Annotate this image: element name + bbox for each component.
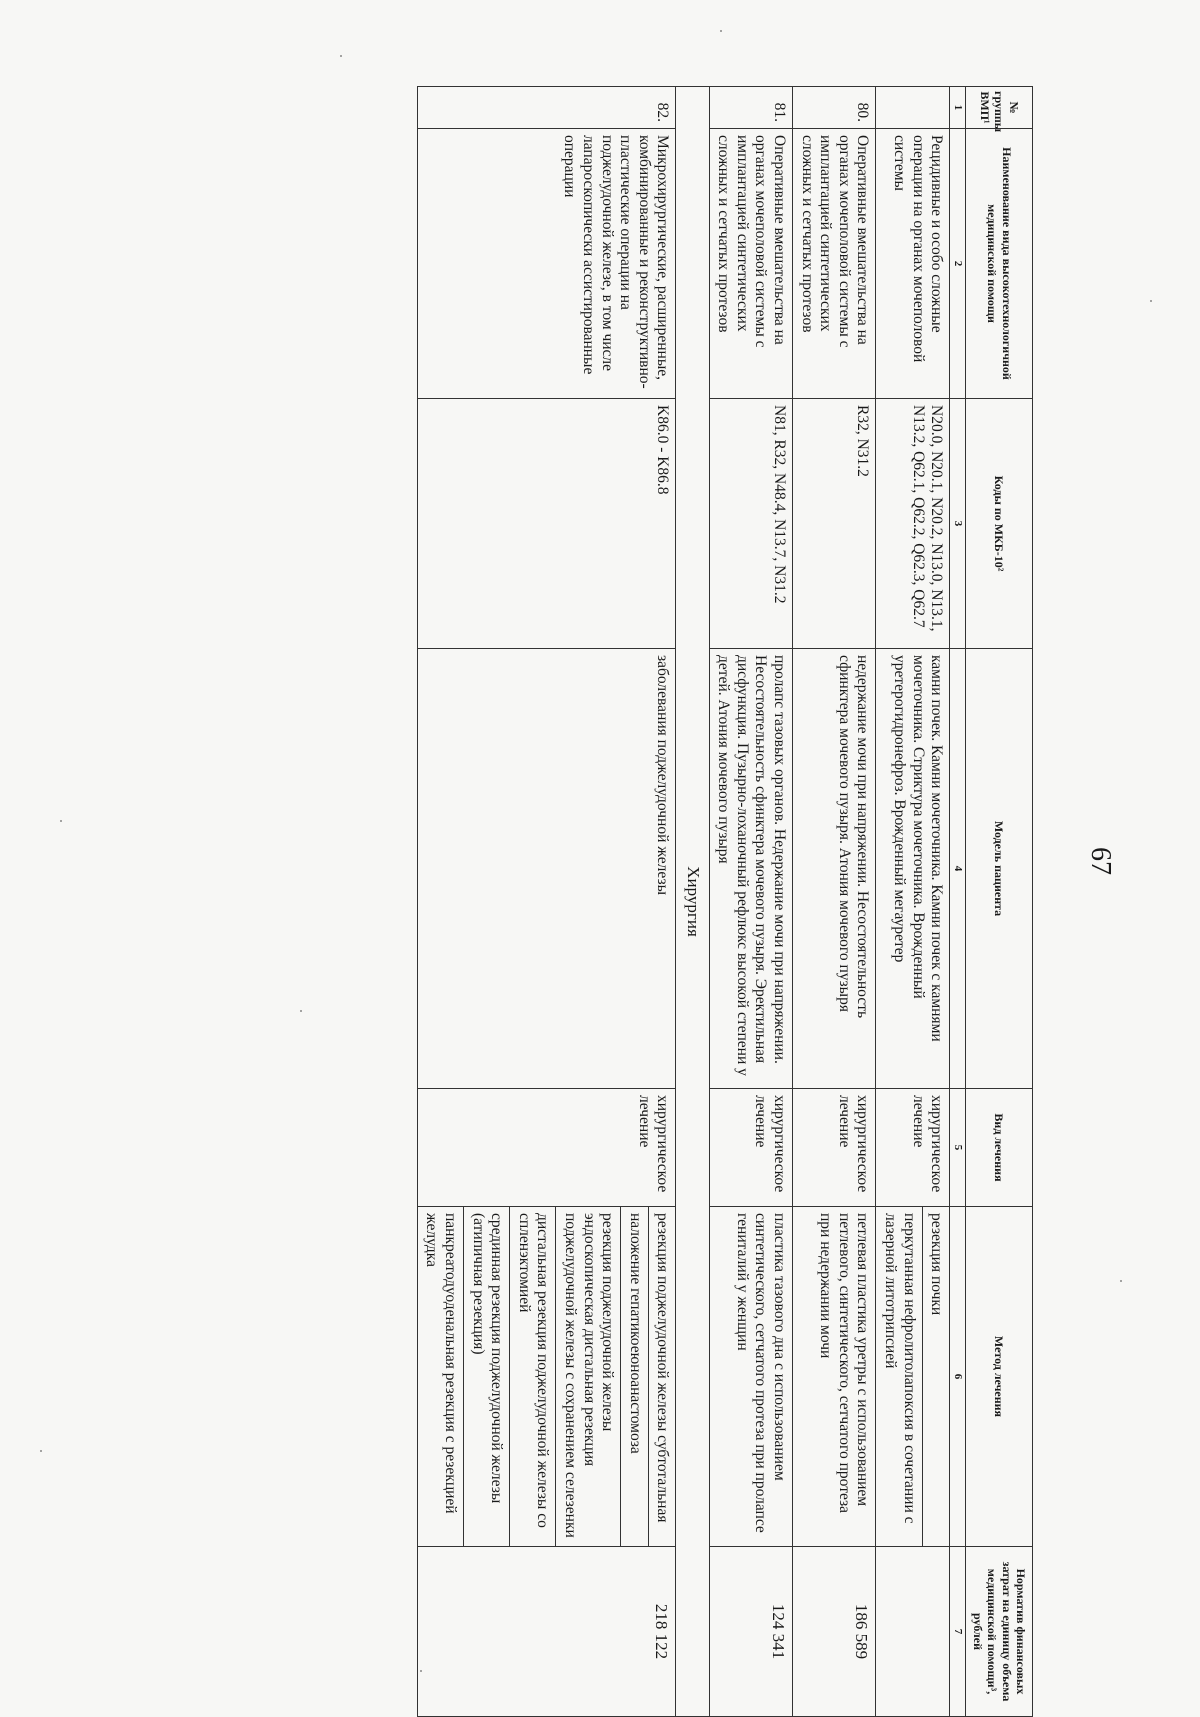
- vmp-type-cell: Оперативные вмешательства на органах мочеполовой системы с имплантацией синтетических сложных и сетчатых протезов: [793, 129, 876, 399]
- treatment-method-cell: петлевая пластика уретры с использованием петлевого, синтетического, сетчатого протеза при недержании мочи: [793, 1207, 876, 1547]
- treatment-method: дистальная резекция поджелудочной железы со спленэктомией: [509, 1207, 555, 1546]
- treatment-type-cell: хирургическое лечение: [793, 1089, 876, 1207]
- icd-codes-cell: R32, N31.2: [793, 399, 876, 649]
- treatment-method-cell: [417, 1207, 676, 1547]
- icd-codes-cell: K86.0 - K86.8: [417, 399, 676, 649]
- column-number: 4: [950, 649, 966, 1089]
- vmp-type-cell: Оперативные вмешательства на органах мочеполовой системы с имплантацией синтетических сложных и сетчатых протезов: [709, 129, 792, 399]
- table-row: [793, 87, 876, 1717]
- column-number: 7: [950, 1547, 966, 1717]
- column-number: 3: [950, 399, 966, 649]
- header-icd-codes: Коды по МКБ-10²: [966, 399, 1033, 649]
- header-cost-norm: Норматив финансовых затрат на единицу объема медицинской помощи³, рублей: [966, 1547, 1033, 1717]
- cost-cell: 124 341: [709, 1547, 792, 1717]
- group-number-cell: 80.: [793, 87, 876, 129]
- header-group-number: № группы ВМП¹: [966, 87, 1033, 129]
- icd-codes-cell: N81, R32, N48.4, N13.7, N31.2: [709, 399, 792, 649]
- vmp-type-cell: Рецидивные и особо сложные операции на органах мочеполовой системы: [876, 129, 950, 399]
- header-patient-model: Модель пациента: [966, 649, 1033, 1089]
- treatment-method: срединная резекция поджелудочной железы (атипичная резекция): [463, 1207, 509, 1546]
- patient-model-cell: пролапс тазовых органов. Недержание мочи при напряжении. Несостоятельность сфинктера мочевого пузыря. Эректильная дисфункция. Пузырно-лоханочный рефлюкс высокой степени у детей. Атония мочевого пузыря: [709, 649, 792, 1089]
- header-vmp-type: Наименование вида высокотехнологичной медицинской помощи: [966, 129, 1033, 399]
- column-number-row: [950, 87, 966, 1717]
- cost-cell: 218 122: [417, 1547, 676, 1717]
- page-number: 67: [1085, 847, 1116, 875]
- patient-model-cell: заболевания поджелудочной железы: [417, 649, 676, 1089]
- group-number-cell: 82.: [417, 87, 676, 129]
- scan-speck: [1150, 300, 1152, 302]
- column-number: 2: [950, 129, 966, 399]
- patient-model-cell: камни почек. Камни мочеточника. Камни почек с камнями мочеточника. Стриктура мочеточника. Врожденный уретерогидронефроз. Врожденный мегауретер: [876, 649, 950, 1089]
- treatment-method: резекция поджелудочной железы субтотальная: [648, 1207, 676, 1546]
- vmp-type-cell: Микрохирургические, расширенные, комбинированные и реконструктивно-пластические операции на поджелудочной железе, в том числе лапароскопически ассистированные операции: [417, 129, 676, 399]
- section-title: Хирургия: [676, 87, 709, 1717]
- column-number: 5: [950, 1089, 966, 1207]
- section-row: [676, 87, 709, 1717]
- scan-speck: [40, 1450, 42, 1452]
- table-frame: [113, 86, 1033, 1716]
- icd-codes-cell: N20.0, N20.1, N20.2, N13.0, N13.1, N13.2, Q62.1, Q62.2, Q62.3, Q62.7: [876, 399, 950, 649]
- treatment-method: резекция поджелудочной железы эндоскопическая дистальная резекция поджелудочной железы с сохранением селезенки: [555, 1207, 620, 1546]
- vmp-table: [417, 86, 1033, 1717]
- treatment-type-cell: хирургическое лечение: [709, 1089, 792, 1207]
- treatment-method-cell: [876, 1207, 950, 1547]
- column-number: 6: [950, 1207, 966, 1547]
- scan-speck: [1120, 1280, 1122, 1282]
- table-row: [709, 87, 792, 1717]
- header-treatment-type: Вид лечения: [966, 1089, 1033, 1207]
- table-row: [417, 87, 676, 1717]
- scan-speck: [60, 820, 62, 822]
- scan-speck: [300, 1010, 302, 1012]
- cost-cell: 186 589: [793, 1547, 876, 1717]
- rotated-table-container: [113, 86, 1200, 1702]
- column-number: 1: [950, 87, 966, 129]
- header-treatment-method: Метод лечения: [966, 1207, 1033, 1547]
- cost-cell: [876, 1547, 950, 1717]
- patient-model-cell: недержание мочи при напряжении. Несостоятельность сфинктера мочевого пузыря. Атония мочевого пузыря: [793, 649, 876, 1089]
- treatment-method: перкутанная нефролитолапоксия в сочетании с лазерной литотрипсией: [882, 1213, 918, 1524]
- table-header-row: [966, 87, 1033, 1717]
- scan-speck: [720, 30, 722, 32]
- group-number-cell: 81.: [709, 87, 792, 129]
- treatment-method: наложение гепатикоеюноанастомоза: [620, 1207, 648, 1546]
- scan-speck: [420, 1670, 422, 1672]
- treatment-method: панкреатодуоденальная резекция с резекцией желудка: [423, 1213, 459, 1514]
- treatment-method: резекция почки: [922, 1207, 950, 1546]
- table-row: [876, 87, 950, 1717]
- treatment-type-cell: хирургическое лечение: [876, 1089, 950, 1207]
- treatment-type-cell: хирургическое лечение: [417, 1089, 676, 1207]
- treatment-method-cell: пластика тазового дна с использованием синтетического, сетчатого протеза при пролапсе гениталий у женщин: [709, 1207, 792, 1547]
- group-number-cell: [876, 87, 950, 129]
- scan-speck: [340, 55, 342, 57]
